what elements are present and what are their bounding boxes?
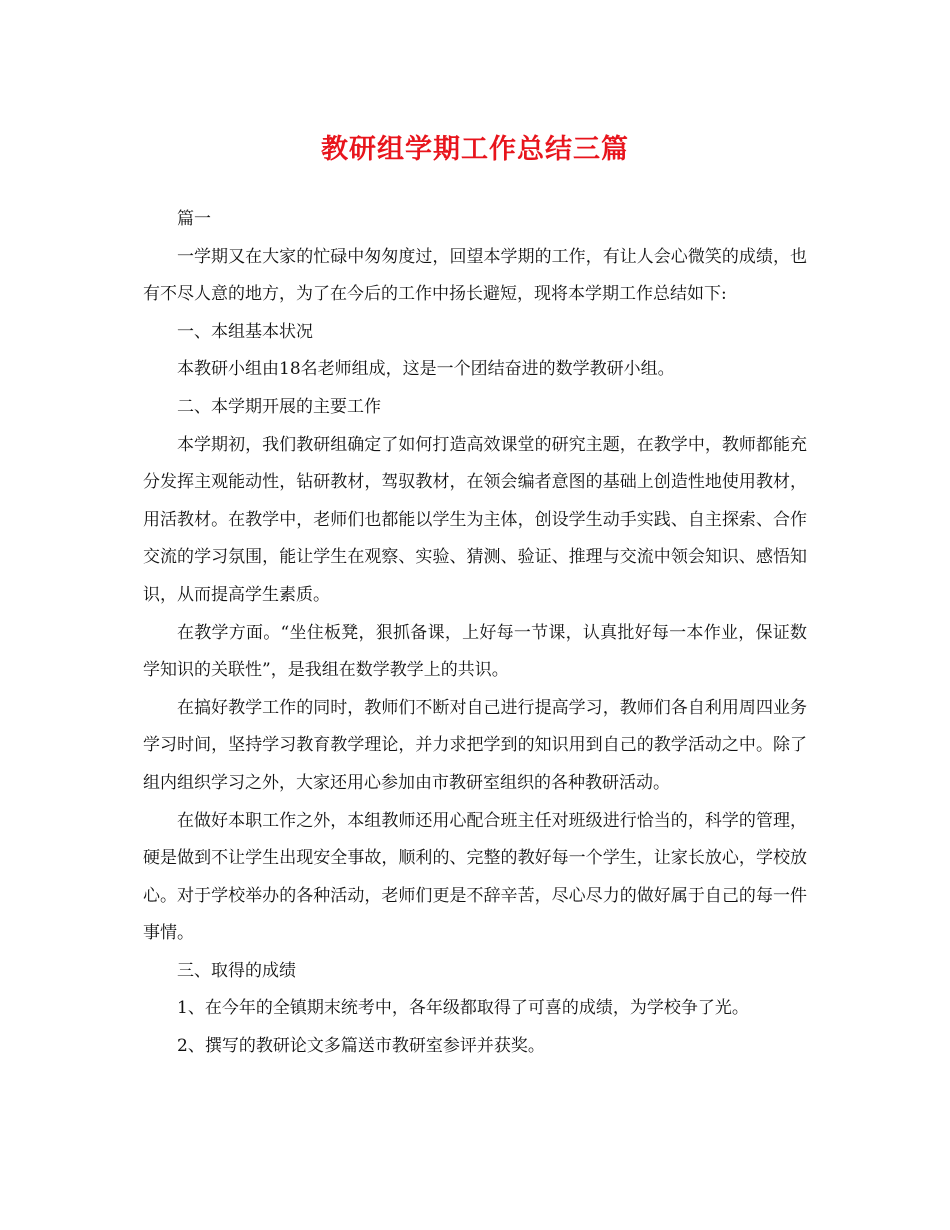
paragraph-group-members: 本教研小组由18名老师组成，这是一个团结奋进的数学教研小组。: [177, 359, 675, 380]
heading-basic-status: 一、本组基本状况: [177, 321, 313, 342]
heading-main-work: 二、本学期开展的主要工作: [177, 396, 381, 417]
paragraph-self-study: 在搞好教学工作的同时，教师们不断对自己进行提高学习，教师们各自利用周四业务学习时间，坚持学习教育教学理论，并力求把学到的知识用到自己的教学活动之中。除了组内组织学习之外，大家还用心参加由市教研室组织的各种教研活动。: [143, 697, 807, 793]
achievement-item: 2、撰写的教研论文多篇送市教研室参评并获奖。: [177, 1036, 545, 1057]
achievement-item: 1、在今年的全镇期末统考中，各年级都取得了可喜的成绩，为学校争了光。: [177, 998, 749, 1019]
paragraph-research-topic: 本学期初，我们教研组确定了如何打造高效课堂的研究主题，在教学中，教师都能充分发挥主观能动性，钻研教材，驾驭教材，在领会编者意图的基础上创造性地使用教材，用活教材。在教学中，老师们也都能以学生为主体，创设学生动手实践、自主探索、合作交流的学习氛围，能让学生在观察、实验、猜测、验证、推理与交流中领会知识、感悟知识，从而提高学生素质。: [143, 434, 807, 605]
paragraph-class-management: 在做好本职工作之外，本组教师还用心配合班主任对班级进行恰当的，科学的管理，硬是做到不让学生出现安全事故，顺利的、完整的教好每一个学生，让家长放心，学校放心。对于学校举办的各种活动，老师们更是不辞辛苦，尽心尽力的做好属于自己的每一件事情。: [143, 810, 807, 944]
paragraph-intro: 一学期又在大家的忙碌中匆匆度过，回望本学期的工作，有让人会心微笑的成绩，也有不尽人意的地方，为了在今后的工作中扬长避短，现将本学期工作总结如下:: [143, 246, 807, 305]
section-label: 篇一: [177, 209, 211, 229]
document-body: [143, 201, 807, 1066]
document-title: 教研组学期工作总结三篇: [321, 134, 629, 165]
paragraph-teaching: 在教学方面。“坐住板凳，狠抓备课，上好每一节课，认真批好每一本作业，保证数学知识的关联性”，是我组在数学教学上的共识。: [143, 622, 807, 681]
heading-achievements: 三、取得的成绩: [177, 960, 296, 981]
